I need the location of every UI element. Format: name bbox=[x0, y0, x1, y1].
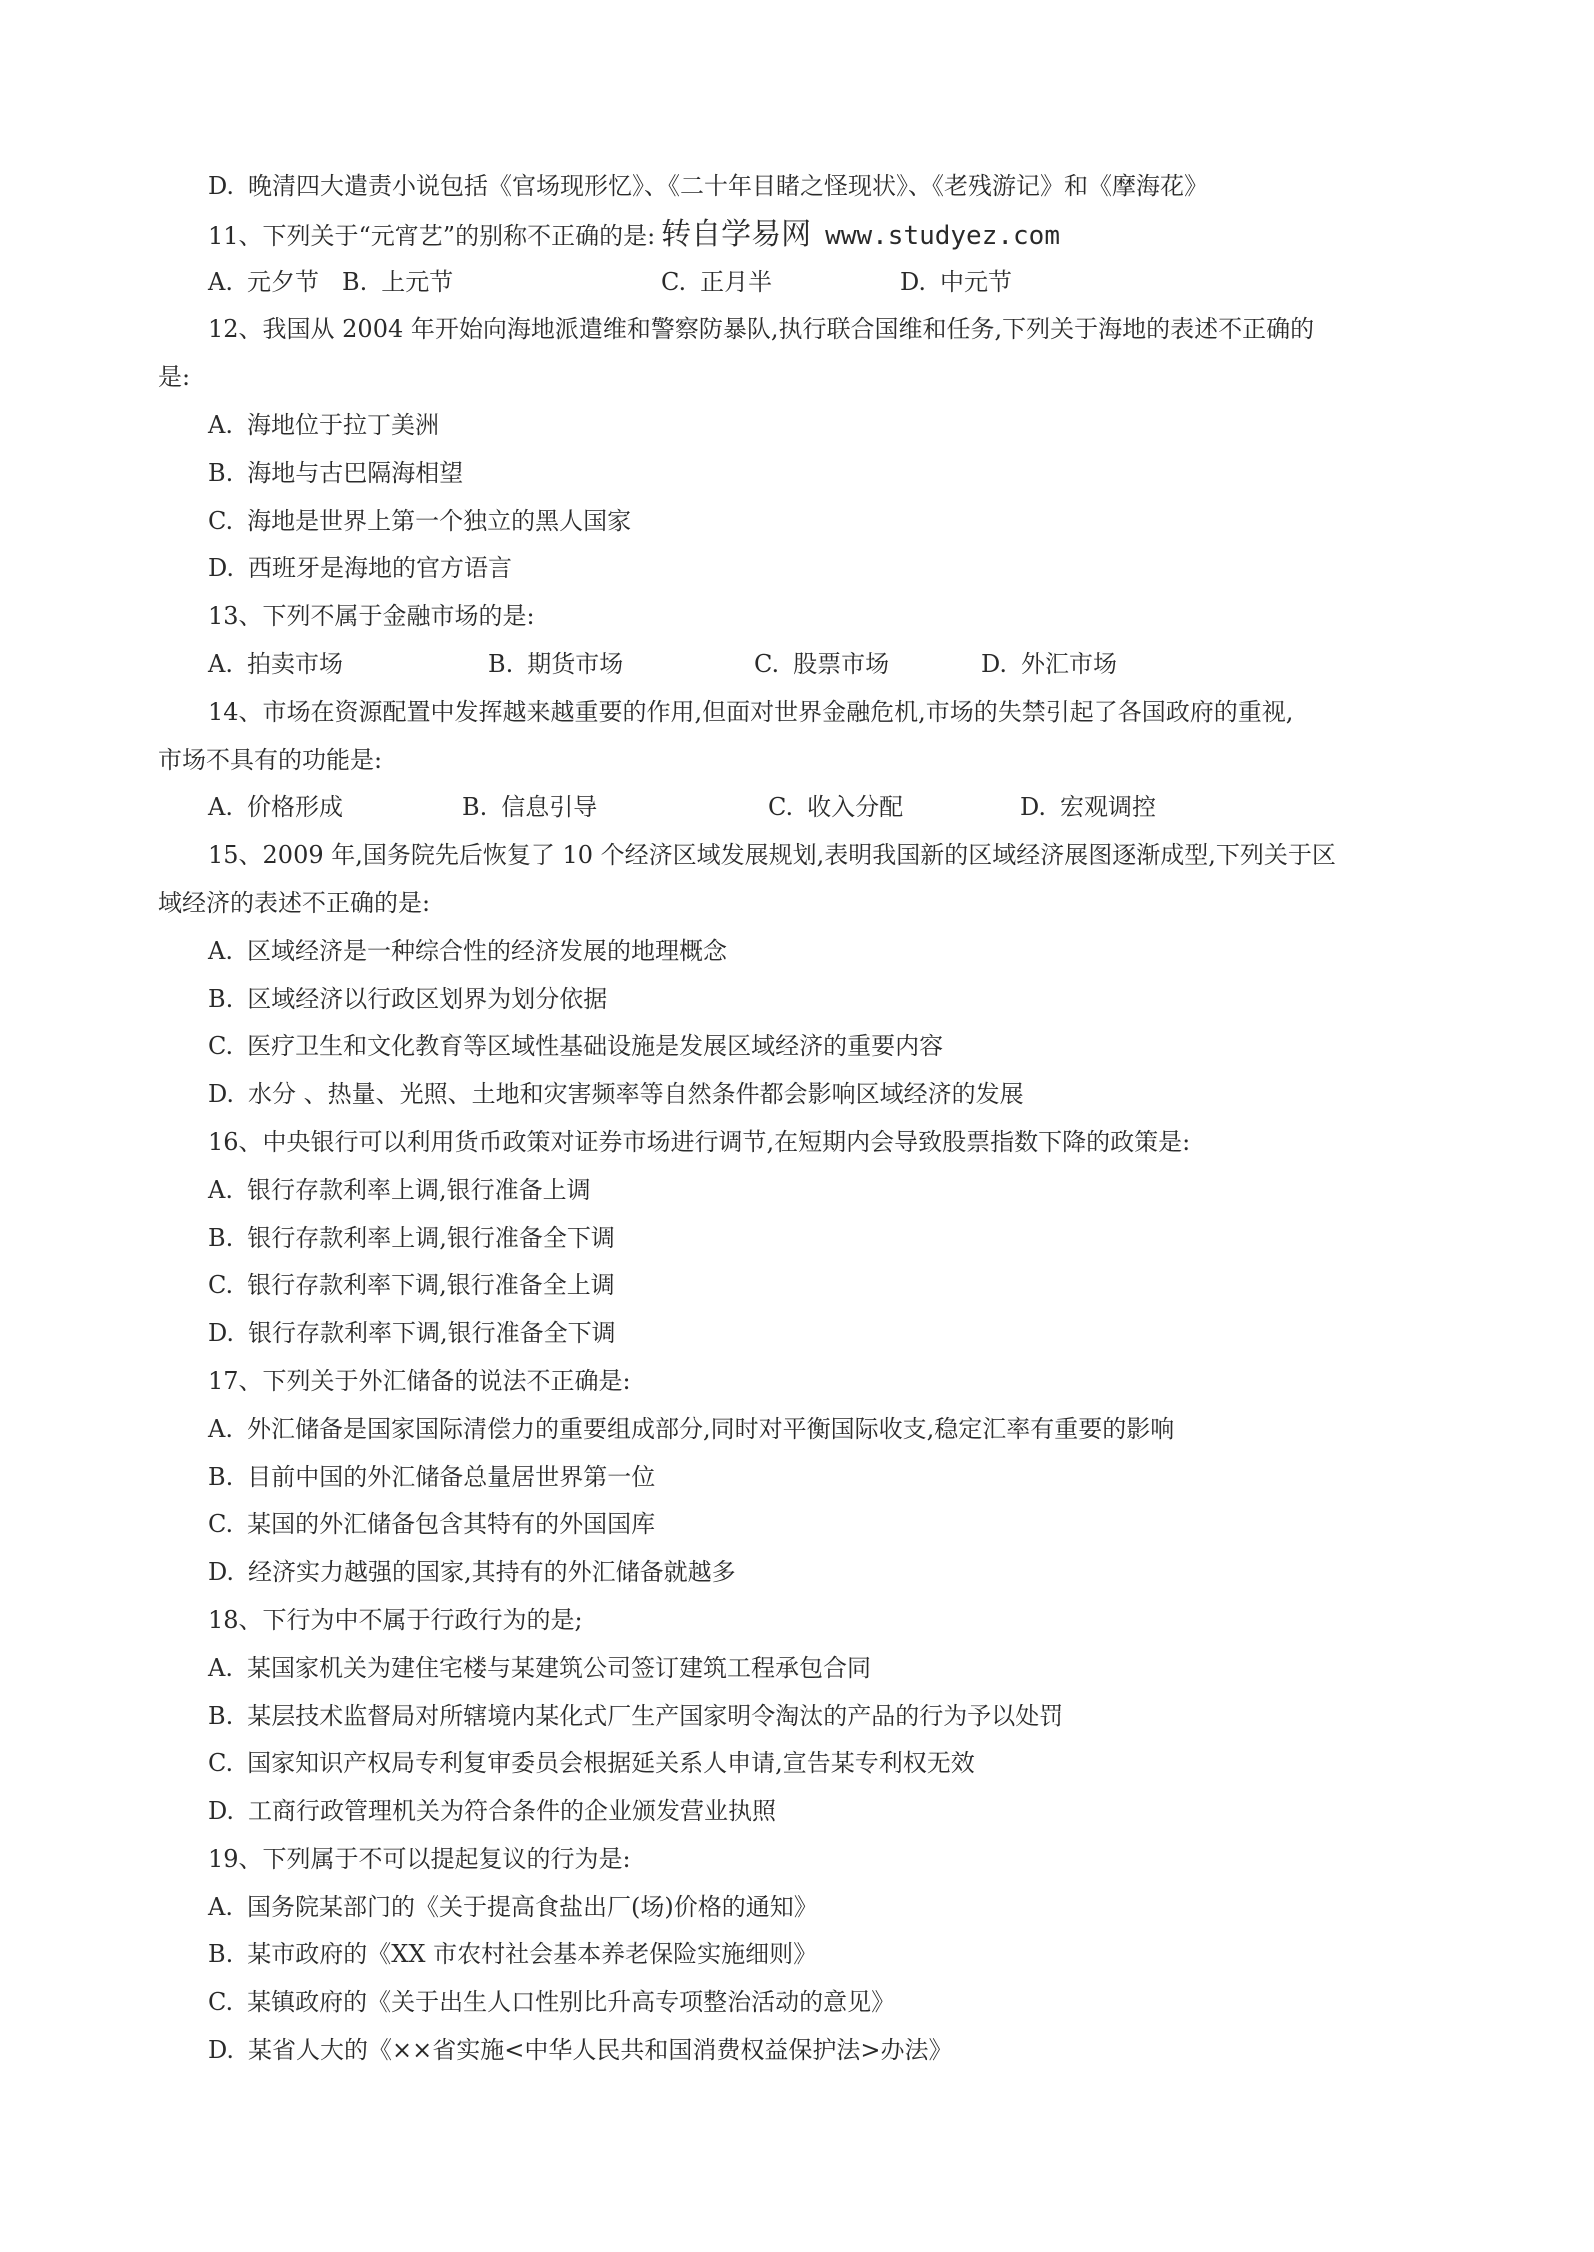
option bbox=[0, 545, 1594, 593]
option-label: A. bbox=[208, 1175, 233, 1204]
question-text: 15、2009 年,国务院先后恢复了 10 个经济区域发展规划,表明我国新的区域经济展图逐渐成型,下列关于区 bbox=[208, 841, 1336, 870]
option-text: 区域经济是一种综合性的经济发展的地理概念 bbox=[246, 936, 727, 965]
option-label: A. bbox=[208, 1653, 233, 1682]
option bbox=[661, 259, 772, 307]
option-label: B. bbox=[208, 1462, 234, 1491]
option-text: 区域经济以行政区划界为划分依据 bbox=[247, 984, 608, 1013]
option bbox=[0, 1071, 1594, 1119]
option-label: B. bbox=[488, 649, 514, 678]
option bbox=[0, 1406, 1594, 1454]
question-text: 12、我国从 2004 年开始向海地派遣维和警察防暴队,执行联合国维和任务,下列关于海地的表述不正确的 bbox=[208, 315, 1315, 344]
option-label: D. bbox=[208, 554, 235, 583]
option-text: 上元节 bbox=[381, 267, 454, 296]
question-continuation: 域经济的表述不正确的是: bbox=[158, 888, 431, 917]
option bbox=[0, 450, 1594, 498]
option bbox=[0, 1645, 1594, 1693]
question-text: 18、下行为中不属于行政行为的是; bbox=[208, 1605, 583, 1634]
exam-page bbox=[0, 163, 1594, 2075]
option-label: A. bbox=[208, 936, 233, 965]
option bbox=[0, 1310, 1594, 1358]
option-text: 元夕节 bbox=[246, 267, 319, 296]
option-label: C. bbox=[208, 506, 234, 535]
option bbox=[0, 1693, 1594, 1741]
option-text: 海地是世界上第一个独立的黑人国家 bbox=[247, 506, 632, 535]
option-label: C. bbox=[208, 1749, 234, 1778]
option-text: 收入分配 bbox=[807, 793, 904, 822]
question-text: 16、中央银行可以利用货币政策对证券市场进行调节,在短期内会导致股票指数下降的政策是: bbox=[208, 1127, 1191, 1156]
option-text: 某层技术监督局对所辖境内某化式厂生产国家明令淘汰的产品的行为予以处罚 bbox=[247, 1701, 1064, 1730]
option-text: 目前中国的外汇储备总量居世界第一位 bbox=[247, 1462, 656, 1491]
option-label: D. bbox=[208, 1319, 235, 1348]
option-text: 某国的外汇储备包含其特有的外国国库 bbox=[247, 1510, 656, 1539]
option bbox=[342, 259, 453, 307]
option-text: 某省人大的《××省实施<中华人民共和国消费权益保护法>办法》 bbox=[248, 2036, 953, 2065]
option bbox=[208, 784, 343, 832]
option-text: 工商行政管理机关为符合条件的企业颁发营业执照 bbox=[248, 1797, 777, 1826]
question-continuation: 是: bbox=[158, 363, 191, 392]
option bbox=[754, 641, 889, 689]
option-label: B. bbox=[462, 793, 488, 822]
source-url: www.studyez.com bbox=[825, 220, 1060, 251]
option-text: 水分 、热量、光照、土地和灾害频率等自然条件都会影响区域经济的发展 bbox=[248, 1080, 1024, 1109]
option bbox=[0, 2027, 1594, 2075]
option bbox=[208, 641, 343, 689]
option-text: 西班牙是海地的官方语言 bbox=[248, 554, 513, 583]
option-text: 某市政府的《XX 市农村社会基本养老保险实施细则》 bbox=[247, 1940, 818, 1969]
option-label: B. bbox=[208, 1940, 234, 1969]
option-label: C. bbox=[208, 1032, 234, 1061]
option-text: 银行存款利率下调,银行准备全上调 bbox=[247, 1271, 615, 1300]
option-text: 外汇储备是国家国际清偿力的重要组成部分,同时对平衡国际收支,稳定汇率有重要的影响 bbox=[246, 1414, 1175, 1443]
option-text: 海地位于拉丁美洲 bbox=[246, 410, 439, 439]
option-text: 海地与古巴隔海相望 bbox=[247, 458, 464, 487]
option bbox=[0, 1023, 1594, 1071]
option-label: D. bbox=[208, 2036, 235, 2065]
option-label: A. bbox=[208, 649, 233, 678]
source-watermark: 转自学易网 bbox=[661, 216, 812, 252]
option bbox=[0, 1740, 1594, 1788]
option bbox=[0, 1931, 1594, 1979]
option bbox=[0, 1262, 1594, 1310]
option-row bbox=[0, 641, 1594, 689]
option-label: A. bbox=[208, 410, 233, 439]
option-label: D. bbox=[208, 1797, 235, 1826]
option-label: D. bbox=[900, 267, 927, 296]
option-text: 正月半 bbox=[700, 267, 773, 296]
option-text: 银行存款利率上调,银行准备全下调 bbox=[247, 1223, 615, 1252]
option-label: A. bbox=[208, 267, 233, 296]
option-label: D. bbox=[1020, 793, 1047, 822]
question-text: 13、下列不属于金融市场的是: bbox=[208, 602, 535, 631]
option bbox=[0, 1979, 1594, 2027]
option-row bbox=[0, 259, 1594, 307]
option-label: A. bbox=[208, 1892, 233, 1921]
option-text: 某国家机关为建住宅楼与某建筑公司签订建筑工程承包合同 bbox=[246, 1653, 871, 1682]
option-text: 银行存款利率上调,银行准备上调 bbox=[246, 1175, 591, 1204]
option bbox=[0, 976, 1594, 1024]
option-text: 中元节 bbox=[940, 267, 1013, 296]
option-text: 某镇政府的《关于出生人口性别比升高专项整治活动的意见》 bbox=[247, 1988, 896, 2017]
option bbox=[0, 498, 1594, 546]
option bbox=[0, 163, 1594, 211]
option-text: 期货市场 bbox=[527, 649, 624, 678]
option-label: D. bbox=[208, 172, 235, 200]
option bbox=[0, 1215, 1594, 1263]
option bbox=[0, 402, 1594, 450]
option bbox=[488, 641, 623, 689]
option bbox=[208, 259, 319, 307]
question-text bbox=[0, 211, 1594, 259]
option-label: A. bbox=[208, 793, 233, 822]
option-text: 银行存款利率下调,银行准备全下调 bbox=[248, 1319, 616, 1348]
option bbox=[0, 1501, 1594, 1549]
option-label: B. bbox=[208, 1701, 234, 1730]
option-text: 股票市场 bbox=[793, 649, 890, 678]
option-text: 晚清四大遣责小说包括《官场现形忆》、《二十年目睹之怪现状》、《老残游记》和《摩海花》 bbox=[248, 172, 1209, 200]
option-text: 国家知识产权局专利复审委员会根据延关系人申请,宣告某专利权无效 bbox=[247, 1749, 975, 1778]
option-text: 宏观调控 bbox=[1060, 793, 1157, 822]
option-label: D. bbox=[981, 649, 1008, 678]
option bbox=[0, 1167, 1594, 1215]
option-label: C. bbox=[208, 1988, 234, 2017]
option bbox=[0, 928, 1594, 976]
question-text: 14、市场在资源配置中发挥越来越重要的作用,但面对世界金融危机,市场的失禁引起了各国政府的重视, bbox=[208, 697, 1294, 726]
option-row bbox=[0, 784, 1594, 832]
option-label: B. bbox=[208, 1223, 234, 1252]
option-label: C. bbox=[208, 1271, 234, 1300]
option bbox=[1020, 784, 1156, 832]
option-text: 医疗卫生和文化教育等区域性基础设施是发展区域经济的重要内容 bbox=[247, 1032, 944, 1061]
option bbox=[462, 784, 597, 832]
option-text: 国务院某部门的《关于提高食盐出厂(场)价格的通知》 bbox=[246, 1892, 818, 1921]
option-label: C. bbox=[754, 649, 780, 678]
option-label: C. bbox=[768, 793, 794, 822]
option-text: 经济实力越强的国家,其持有的外汇储备就越多 bbox=[248, 1558, 736, 1587]
option bbox=[900, 259, 1012, 307]
option-text: 价格形成 bbox=[246, 793, 343, 822]
option-text: 外汇市场 bbox=[1021, 649, 1118, 678]
option bbox=[768, 784, 903, 832]
question-text: 11、下列关于“元宵艺”的别称不正确的是: bbox=[208, 221, 656, 250]
option-text: 信息引导 bbox=[501, 793, 598, 822]
option-label: B. bbox=[208, 984, 234, 1013]
option bbox=[0, 1549, 1594, 1597]
option-label: C. bbox=[661, 267, 687, 296]
question-text: 17、下列关于外汇储备的说法不正确是: bbox=[208, 1366, 631, 1395]
option bbox=[0, 1884, 1594, 1932]
question-text: 19、下列属于不可以提起复议的行为是: bbox=[208, 1844, 631, 1873]
option-label: D. bbox=[208, 1558, 235, 1587]
option bbox=[981, 641, 1117, 689]
option-label: C. bbox=[208, 1510, 234, 1539]
option bbox=[0, 1788, 1594, 1836]
option-text: 拍卖市场 bbox=[246, 649, 343, 678]
option-label: B. bbox=[342, 267, 368, 296]
option-label: D. bbox=[208, 1080, 235, 1109]
option-label: B. bbox=[208, 458, 234, 487]
question-continuation: 市场不具有的功能是: bbox=[158, 745, 383, 774]
option-label: A. bbox=[208, 1414, 233, 1443]
option bbox=[0, 1454, 1594, 1502]
